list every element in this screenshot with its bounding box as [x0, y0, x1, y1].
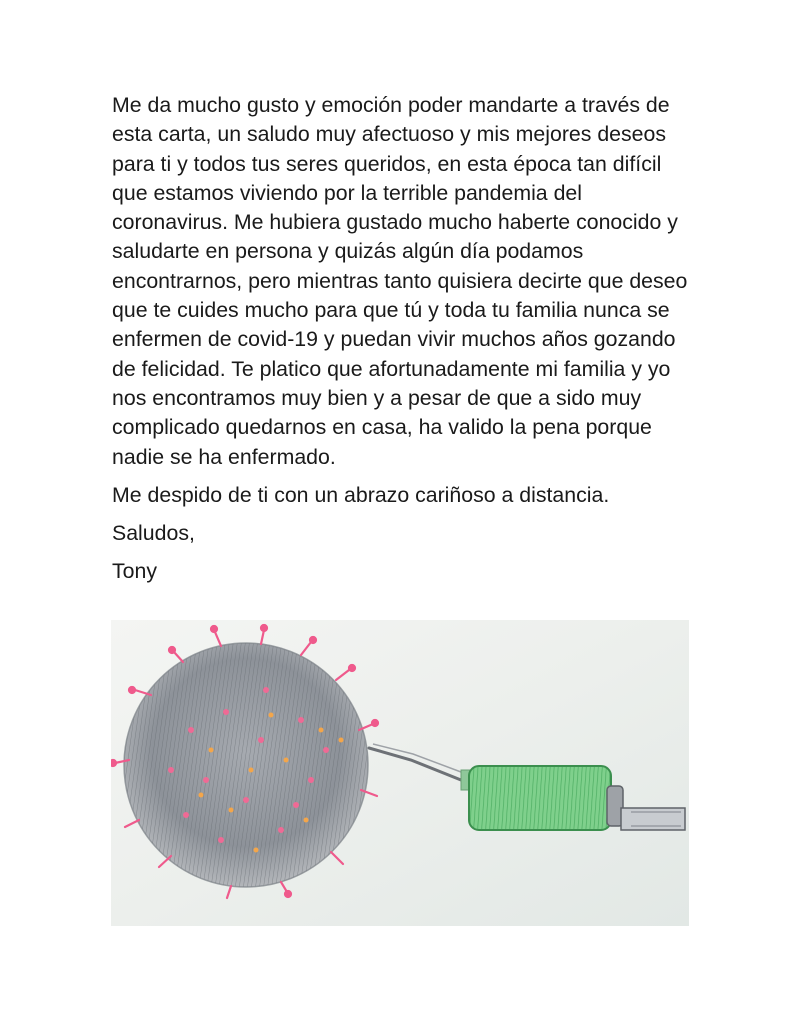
letter-body: Me da mucho gusto y emoción poder mandarte a través de esta carta, un saludo muy afectuoso y mis mejores deseos para ti y todos tus seres queridos, en esta época tan difícil que estamos viviendo por la terrible pandemia del coronavirus. Me hubiera gustado mucho haberte conocido y saludarte en persona y quizás algún día podamos encontrarnos, pero mientras tanto quisiera decirte que deseo que te cuides mucho para que tú y toda tu familia nunca se enfermen de covid-19 y puedan vivir muchos años gozando de felicidad. Te platico que afortunadamente mi familia y yo nos encontramos muy bien y a pesar de que a sido muy complicado quedarnos en casa, ha valido la pena porque nadie se ha enfermado. — [112, 93, 688, 469]
child-drawing — [111, 620, 689, 926]
letter-farewell: Me despido de ti con un abrazo cariñoso a distancia. — [112, 482, 610, 507]
letter-closing: Saludos, — [112, 521, 195, 546]
letter-signature: Tony — [112, 559, 157, 584]
letter — [112, 91, 692, 596]
